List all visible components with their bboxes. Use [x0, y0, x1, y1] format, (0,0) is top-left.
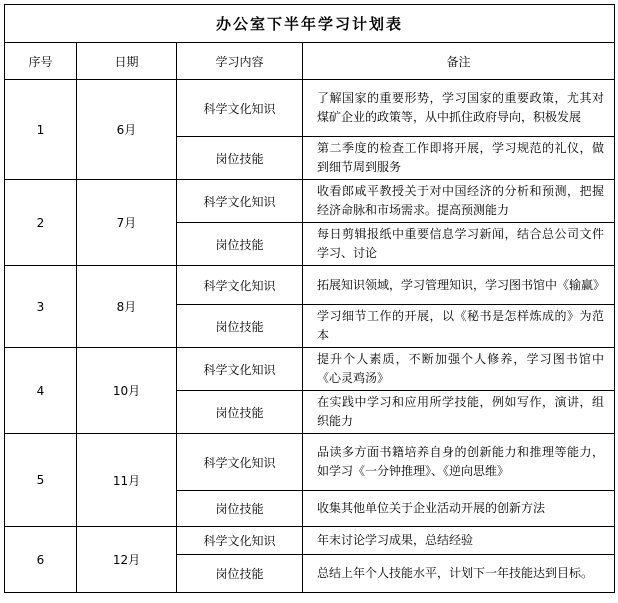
row-month: 6月	[77, 80, 177, 180]
note-cell: 第二季度的检查工作即将开展，学习规范的礼仪，做到细节周到服务	[303, 137, 615, 180]
row-month: 12月	[77, 527, 177, 593]
note-cell: 学习细节工作的开展，以《秘书是怎样炼成的》为范本	[303, 305, 615, 348]
row-number: 1	[5, 80, 77, 180]
note-cell: 在实践中学习和应用所学技能，例如写作，演讲，组织能力	[303, 391, 615, 434]
row-number: 3	[5, 266, 77, 348]
note-cell: 品读多方面书籍培养自身的创新能力和推理等能力，如学习《一分钟推理》、《逆向思维》	[303, 434, 615, 491]
study-content: 岗位技能	[177, 555, 303, 593]
row-month: 8月	[77, 266, 177, 348]
table-row	[5, 348, 615, 391]
note-cell: 总结上年个人技能水平，计划下一年技能达到目标。	[303, 555, 615, 593]
row-month: 10月	[77, 348, 177, 434]
note-cell: 提升个人素质，不断加强个人修养，学习图书馆中《心灵鸡汤》	[303, 348, 615, 391]
row-month: 7月	[77, 180, 177, 266]
note-cell: 每日剪辑报纸中重要信息学习新闻，结合总公司文件学习、讨论	[303, 223, 615, 266]
study-plan-table	[4, 4, 615, 593]
note-cell: 年末讨论学习成果，总结经验	[303, 527, 615, 555]
row-number: 4	[5, 348, 77, 434]
table-row	[5, 80, 615, 137]
note-cell: 收集其他单位关于企业活动开展的创新方法	[303, 491, 615, 527]
study-content: 岗位技能	[177, 491, 303, 527]
row-number: 6	[5, 527, 77, 593]
row-month: 11月	[77, 434, 177, 527]
row-number: 2	[5, 180, 77, 266]
header-note: 备注	[303, 43, 615, 80]
table-row	[5, 527, 615, 555]
table-row	[5, 434, 615, 491]
note-cell: 了解国家的重要形势，学习国家的重要政策，尤其对煤矿企业的政策等，从中抓住政府导向，积极发展	[303, 80, 615, 137]
study-content: 岗位技能	[177, 137, 303, 180]
note-cell: 拓展知识领域，学习管理知识，学习图书馆中《输赢》	[303, 266, 615, 305]
header-month: 日期	[77, 43, 177, 80]
study-content: 科学文化知识	[177, 266, 303, 305]
header-no: 序号	[5, 43, 77, 80]
table-row	[5, 266, 615, 305]
study-content: 科学文化知识	[177, 80, 303, 137]
note-cell: 收看郎咸平教授关于对中国经济的分析和预测，把握经济命脉和市场需求。提高预测能力	[303, 180, 615, 223]
row-number: 5	[5, 434, 77, 527]
study-content: 科学文化知识	[177, 180, 303, 223]
header-content: 学习内容	[177, 43, 303, 80]
study-content: 岗位技能	[177, 305, 303, 348]
table-title: 办公室下半年学习计划表	[5, 5, 615, 43]
study-content: 岗位技能	[177, 391, 303, 434]
study-content: 科学文化知识	[177, 348, 303, 391]
table-row	[5, 180, 615, 223]
study-content: 科学文化知识	[177, 527, 303, 555]
study-content: 科学文化知识	[177, 434, 303, 491]
study-content: 岗位技能	[177, 223, 303, 266]
